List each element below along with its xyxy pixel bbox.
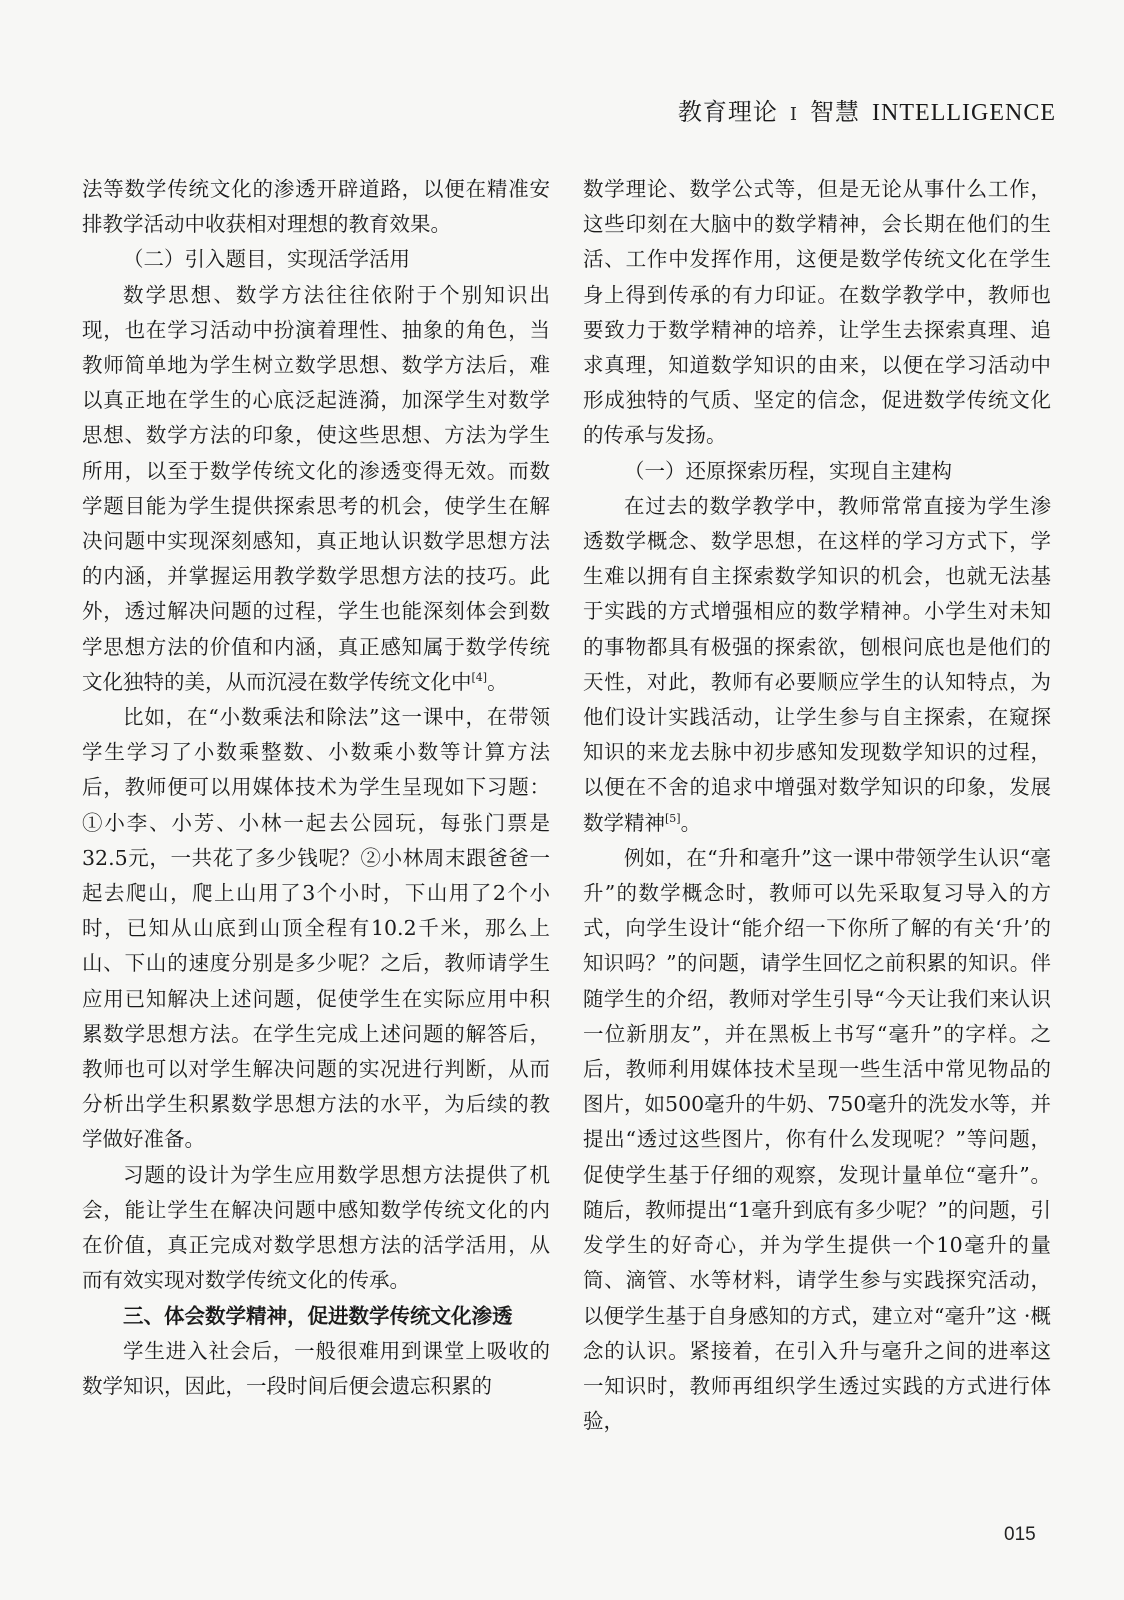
paragraph: 数学理论、数学公式等，但是无论从事什么工作，这些印刻在大脑中的数学精神，会长期在他们的生活、工作中发挥作用，这便是数学传统文化在学生身上得到传承的有力印证。在数学教学中，教师也要致力于数学精神的培养，让学生去探索真理、追求真理，知道数学知识的由来，以便在学习活动中形成独特的气质、坚定的信念，促进数学传统文化的传承与发扬。 [583,177,1051,448]
subsection-heading: （一）还原探索历程，实现自主建构 [624,458,952,483]
page-number: 015 [1004,1524,1036,1545]
left-column [82,172,550,1404]
section-heading: 三、体会数学精神，促进数学传统文化渗透 [123,1303,513,1328]
paragraph: 学生进入社会后，一般很难用到课堂上吸收的数学知识，因此，一段时间后便会遗忘积累的 [82,1338,550,1398]
paragraph: 法等数学传统文化的渗透开辟道路，以便在精准安排教学活动中收获相对理想的教育效果。 [82,177,550,237]
sentence-end: 。 [680,810,702,835]
sentence-end: 。 [487,669,508,694]
right-column [583,172,1051,1439]
header-separator: I [789,104,799,125]
paragraph [82,278,550,700]
running-header [678,92,1056,127]
paragraph [583,489,1051,841]
header-brand-cn: 智慧 [810,98,861,126]
paragraph: 习题的设计为学生应用数学思想方法提供了机会，能让学生在解决问题中感知数学传统文化的内在价值，真正完成对数学思想方法的活学活用，从而有效实现对数学传统文化的传承。 [82,1162,550,1293]
citation-ref: [4] [471,671,488,685]
paragraph: 例如，在“升和毫升”这一课中带领学生认识“毫升”的数学概念时，教师可以先采取复习导入的方式，向学生设计“能介绍一下你所了解的有关‘升’的知识吗？”的问题，请学生回忆之前积累的知识。伴随学生的介绍，教师对学生引导“今天让我们来认识一位新朋友”，并在黑板上书写“毫升”的字样。之后，教师利用媒体技术呈现一些生活中常见物品的图片，如500毫升的牛奶、750毫升的洗发水等，并提出“透过这些图片，你有什么发现呢？”等问题，促使学生基于仔细的观察，发现计量单位“毫升”。随后，教师提出“1毫升到底有多少呢？”的问题，引发学生的好奇心，并为学生提供一个10毫升的量筒、滴管、水等材料，请学生参与实践探究活动，以便学生基于自身感知的方式，建立对“毫升”这 ·概念的认识。紧接着，在引入升与毫升之间的进率这一知识时，教师再组织学生透过实践的方式进行体验， [583,845,1051,1434]
paragraph: 比如，在“小数乘法和除法”这一课中，在带领学生学习了小数乘整数、小数乘小数等计算方法后，教师便可以用媒体技术为学生呈现如下习题：①小李、小芳、小林一起去公园玩，每张门票是32.5元，一共花了多少钱呢？②小林周末跟爸爸一起去爬山，爬上山用了3个小时，下山用了2个小时，已知从山底到山顶全程有10.2千米，那么上山、下山的速度分别是多少呢？之后，教师请学生应用已知解决上述问题，促使学生在实际应用中积累数学思想方法。在学生完成上述问题的解答后，教师也可以对学生解决问题的实况进行判断，从而分析出学生积累数学思想方法的水平，为后续的教学做好准备。 [82,705,550,1152]
paragraph-text: 数学思想、数学方法往往依附于个别知识出现，也在学习活动中扮演着理性、抽象的角色，当教师简单地为学生树立数学思想、数学方法后，难以真正地在学生的心底泛起涟漪，加深学生对数学思想、数学方法的印象，使这些思想、方法为学生所用，以至于数学传统文化的渗透变得无效。而数学题目能为学生提供探索思考的机会，使学生在解决问题中实现深刻感知，真正地认识数学思想方法的内涵，并掌握运用教学数学思想方法的技巧。此外，透过解决问题的过程，学生也能深刻体会到数学思想方法的价值和内涵，真正感知属于数学传统文化独特的美，从而沉浸在数学传统文化中 [82,282,550,694]
paragraph-text: 在过去的数学教学中，教师常常直接为学生渗透数学概念、数学思想，在这样的学习方式下，学生难以拥有自主探索数学知识的机会，也就无法基于实践的方式增强相应的数学精神。小学生对未知的事物都具有极强的探索欲，刨根问底也是他们的天性，对此，教师有必要顺应学生的认知特点，为他们设计实践活动，让学生参与自主探索，在窥探知识的来龙去脉中初步感知发现数学知识的过程，以便在不舍的追求中增强对数学知识的印象，发展数学精神 [583,493,1051,835]
header-section: 教育理论 [677,98,778,126]
header-brand-en: INTELLIGENCE [872,100,1056,126]
subsection-heading: （二）引入题目，实现活学活用 [123,247,410,272]
citation-ref: [5] [665,811,681,825]
